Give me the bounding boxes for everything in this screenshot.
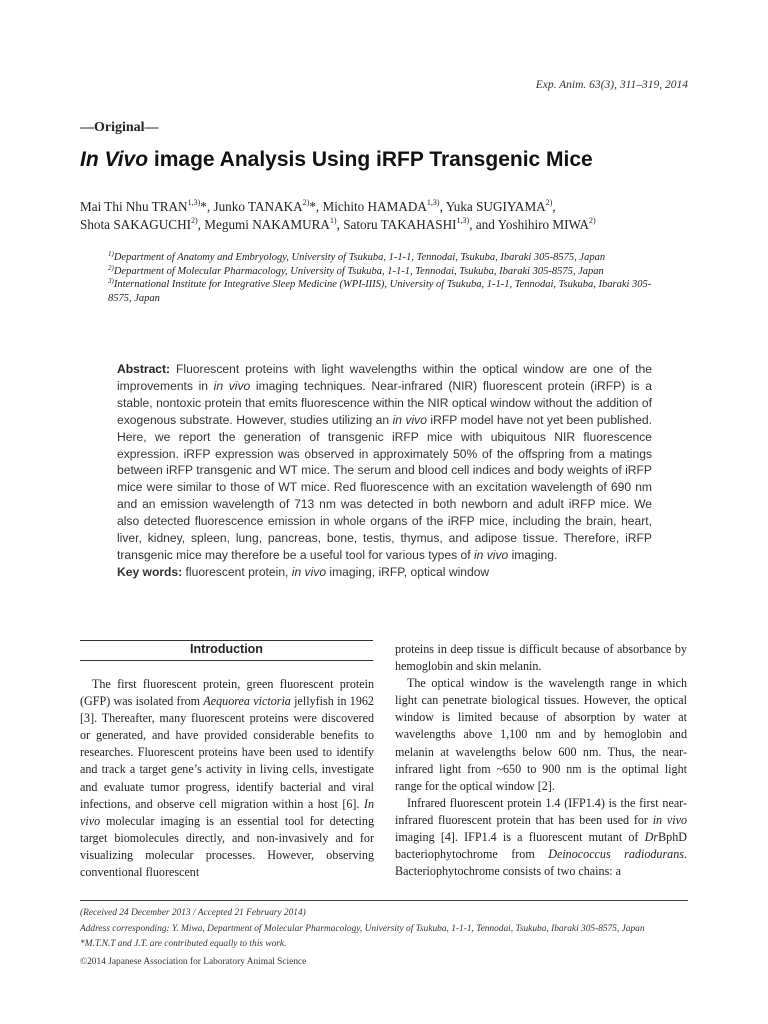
body-text: . Bacteriophytochrome consists of two chains: a bbox=[395, 847, 687, 879]
author-name: Satoru TAKAHASHI bbox=[343, 217, 457, 232]
affiliation-marker: 1) bbox=[108, 250, 114, 258]
affiliation-text: Department of Molecular Pharmacology, University of Tsukuba, 1-1-1, Tennodai, Tsukuba, Ibaraki 305-8575, Japan bbox=[113, 265, 604, 277]
author-separator: , bbox=[197, 217, 205, 232]
body-text: molecular imaging is an essential tool for detecting target biomolecules directly, and non-invasively and for visualizing molecular processes. However, observing conventional fluorescent bbox=[80, 813, 374, 880]
article-type-label: —Original— bbox=[80, 120, 159, 135]
author-separator: , bbox=[552, 199, 556, 214]
body-text: imaging [4]. IFP1.4 is a fluorescent mutant of bbox=[395, 830, 645, 845]
footnote-line: (Received 24 December 2013 / Accepted 21 February 2014) bbox=[80, 908, 306, 918]
body-text: jellyfish in 1962 [3]. Thereafter, many fluorescent proteins were discovered or generated, and have provided considerable benefits to researches. Fluorescent proteins have been used to identify and track a target gene’s activity in living cells, investigate and evaluate tumor progress, identify bacterial and viral infections, and observe cell migration within a host [6]. bbox=[80, 694, 374, 811]
keywords-segment: fluorescent protein, bbox=[182, 565, 292, 579]
keywords-segment: imaging, iRFP, optical window bbox=[326, 565, 490, 579]
keywords-text bbox=[182, 565, 489, 579]
author-name: Mai Thi Nhu TRAN bbox=[80, 199, 188, 214]
journal-reference: Exp. Anim. 63(3), 311–319, 2014 bbox=[535, 79, 688, 91]
keywords-segment: in vivo bbox=[291, 565, 327, 579]
section-heading-introduction: Introduction bbox=[190, 642, 263, 656]
abstract-segment: in vivo bbox=[392, 412, 427, 427]
author-name: Michito HAMADA bbox=[322, 199, 427, 214]
author-affiliation-marker: 1) bbox=[329, 216, 337, 225]
footnote-divider bbox=[80, 900, 688, 901]
abstract bbox=[117, 361, 652, 564]
article-title bbox=[80, 148, 593, 172]
body-paragraph bbox=[395, 641, 687, 675]
keywords-label: Key words: bbox=[117, 565, 183, 579]
affiliation-text: Department of Anatomy and Embryology, University of Tsukuba, 1-1-1, Tennodai, Tsukuba, Ibaraki 305-8575, Japan bbox=[113, 252, 606, 263]
author-name: Yuka SUGIYAMA bbox=[445, 199, 546, 214]
title-rest: image Analysis Using iRFP Transgenic Mice bbox=[148, 148, 593, 171]
body-text: In vivo bbox=[80, 796, 374, 828]
author-separator: *, bbox=[309, 199, 323, 214]
affiliation-text: International Institute for Integrative Sleep Medicine (WPI-IIIS), University of Tsukuba, 1-1-1, Tennodai, Tsukuba, Ibaraki 305-8575, Japan bbox=[108, 279, 652, 304]
author-separator: *, bbox=[200, 199, 214, 214]
affiliation-item bbox=[108, 265, 668, 279]
author-affiliation-marker: 2) bbox=[191, 216, 198, 225]
abstract-segment: in vivo bbox=[473, 547, 509, 562]
abstract-segment: imaging. bbox=[508, 547, 558, 562]
affiliation-list bbox=[108, 251, 668, 305]
author-affiliation-marker: 1,3) bbox=[426, 198, 440, 207]
title-italic-part: In Vivo bbox=[80, 148, 149, 171]
author-affiliation-marker: 1,3) bbox=[187, 198, 201, 207]
body-text: in vivo bbox=[652, 812, 687, 827]
body-paragraph bbox=[395, 675, 687, 795]
author-name: Junko TANAKA bbox=[213, 199, 303, 214]
intro-bottom-rule bbox=[80, 660, 373, 661]
author-separator: , bbox=[336, 217, 344, 232]
abstract-label: Abstract: bbox=[117, 362, 171, 376]
keywords bbox=[117, 565, 652, 579]
affiliation-item bbox=[108, 278, 668, 305]
footnote-line: Address corresponding: Y. Miwa, Department of Molecular Pharmacology, University of Tsukuba, 1-1-1, Tennodai, Tsukuba, Ibaraki 305-8575, Japan bbox=[80, 923, 645, 934]
intro-top-rule bbox=[80, 640, 373, 641]
abstract-segment: iRFP model have not yet been published. Here, we report the generation of transgenic iRFP mice with ubiquitous NIR fluorescence expression. iRFP expression was observed in approximately 50% of the offspring from a matings between iRFP transgenic and WT mice. The serum and blood cell indices and body weights of iRFP mice were similar to those of WT mice. Red fluorescence with an excitation wavelength of 690 nm and an emission wavelength of 713 nm was detected in both newborn and adult iRFP mice. We also detected fluorescence emission in whole organs of the iRFP mice, including the brain, heart, liver, kidney, spleen, lung, pancreas, bone, testis, thymus, and adipose tissue. Therefore, iRFP transgenic mice may therefore be a useful tool for various types of bbox=[117, 412, 653, 562]
author-separator: , and bbox=[469, 217, 498, 232]
author-affiliation-marker: 1,3) bbox=[456, 216, 470, 225]
abstract-text bbox=[117, 362, 652, 562]
body-text: proteins in deep tissue is difficult because of absorbance by hemoglobin and skin melanin. bbox=[395, 642, 687, 674]
author-separator: , bbox=[439, 199, 446, 214]
body-text: Aequorea victoria bbox=[203, 694, 291, 709]
body-column-right bbox=[395, 641, 687, 880]
body-text: Dr bbox=[644, 830, 659, 845]
body-paragraph bbox=[395, 795, 687, 880]
author-affiliation-marker: 2) bbox=[302, 198, 310, 207]
affiliation-marker: 3) bbox=[108, 277, 114, 285]
copyright-notice: ©2014 Japanese Association for Laboratory Animal Science bbox=[80, 957, 307, 967]
author-affiliation-marker: 2) bbox=[545, 198, 553, 207]
body-text: The optical window is the wavelength range in which light can penetrate biological tissues. However, the optical window is limited because of absorption by water at wavelengths above 1,100 nm and by hemoglobin and melanin at wavelengths below 600 nm. Thus, the near-infrared light from ~650 to 900 nm is the optimal light range for the optical window [2]. bbox=[395, 676, 687, 793]
author-affiliation-marker: 2) bbox=[589, 216, 596, 225]
affiliation-marker: 2) bbox=[108, 263, 114, 272]
footnote-line: *M.T.N.T and J.T. are contributed equally to this work. bbox=[80, 939, 287, 949]
body-paragraph bbox=[80, 676, 374, 881]
body-text: The first fluorescent protein, green fluorescent protein (GFP) was isolated from bbox=[80, 677, 374, 709]
author-name: Shota SAKAGUCHI bbox=[80, 217, 191, 232]
abstract-segment: Fluorescent proteins with light wavelengths within the optical window are one of the improvements in bbox=[117, 362, 652, 393]
abstract-segment: imaging techniques. Near-infrared (NIR) fluorescent protein (iRFP) is a stable, nontoxic protein that emits fluorescence within the NIR optical window without the addition of exogenous substrate. However, studies utilizing an bbox=[117, 378, 652, 427]
body-column-left bbox=[80, 676, 374, 881]
body-text: Infrared fluorescent protein 1.4 (IFP1.4) is the first near-infrared fluorescent protein that has been used for bbox=[395, 795, 687, 827]
affiliation-item bbox=[108, 251, 668, 265]
author-list bbox=[80, 198, 690, 234]
author-name: Yoshihiro MIWA bbox=[497, 217, 590, 232]
body-text: Deinococcus radiodurans bbox=[548, 847, 684, 862]
author-name: Megumi NAKAMURA bbox=[204, 217, 330, 232]
abstract-segment: in vivo bbox=[213, 378, 251, 393]
body-text: BphD bacteriophytochrome from bbox=[395, 830, 687, 862]
footnotes bbox=[80, 906, 690, 953]
